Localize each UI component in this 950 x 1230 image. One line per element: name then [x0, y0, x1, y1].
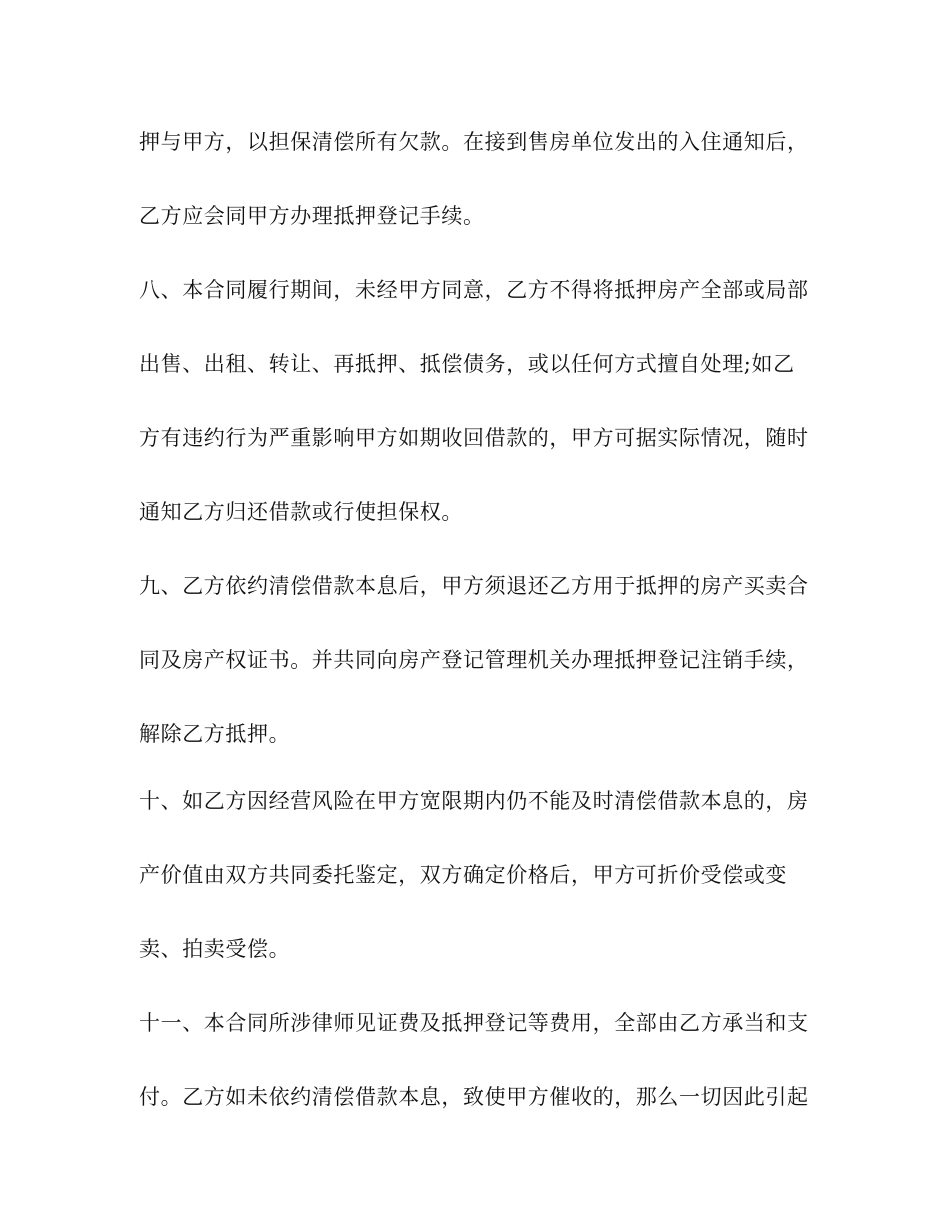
text-line: 付。乙方如未依约清偿借款本息，致使甲方催收的，那么一切因此引起 [139, 1085, 809, 1109]
text-line: 十一、本合同所涉律师见证费及抵押登记等费用，全部由乙方承当和支 [139, 1011, 809, 1035]
text-line: 出售、出租、转让、再抵押、抵偿债务，或以任何方式擅自处理;如乙 [139, 352, 795, 376]
text-line: 方有违约行为严重影响甲方如期收回借款的，甲方可据实际情况，随时 [139, 426, 809, 450]
text-line: 十、如乙方因经营风险在甲方宽限期内仍不能及时清偿借款本息的，房 [139, 789, 809, 813]
text-line: 乙方应会同甲方办理抵押登记手续。 [139, 204, 485, 228]
text-line: 解除乙方抵押。 [139, 722, 291, 746]
text-line: 同及房产权证书。并共同向房产登记管理机关办理抵押登记注销手续， [139, 648, 809, 672]
text-line: 八、本合同履行期间，未经甲方同意，乙方不得将抵押房产全部或局部 [139, 278, 809, 302]
text-line: 九、乙方依约清偿借款本息后，甲方须退还乙方用于抵押的房产买卖合 [139, 574, 809, 598]
text-line: 卖、拍卖受偿。 [139, 937, 291, 961]
text-line: 通知乙方归还借款或行使担保权。 [139, 500, 463, 524]
text-line: 产价值由双方共同委托鉴定，双方确定价格后，甲方可折价受偿或变 [139, 863, 787, 887]
text-line: 押与甲方，以担保清偿所有欠款。在接到售房单位发出的入住通知后， [139, 130, 809, 154]
